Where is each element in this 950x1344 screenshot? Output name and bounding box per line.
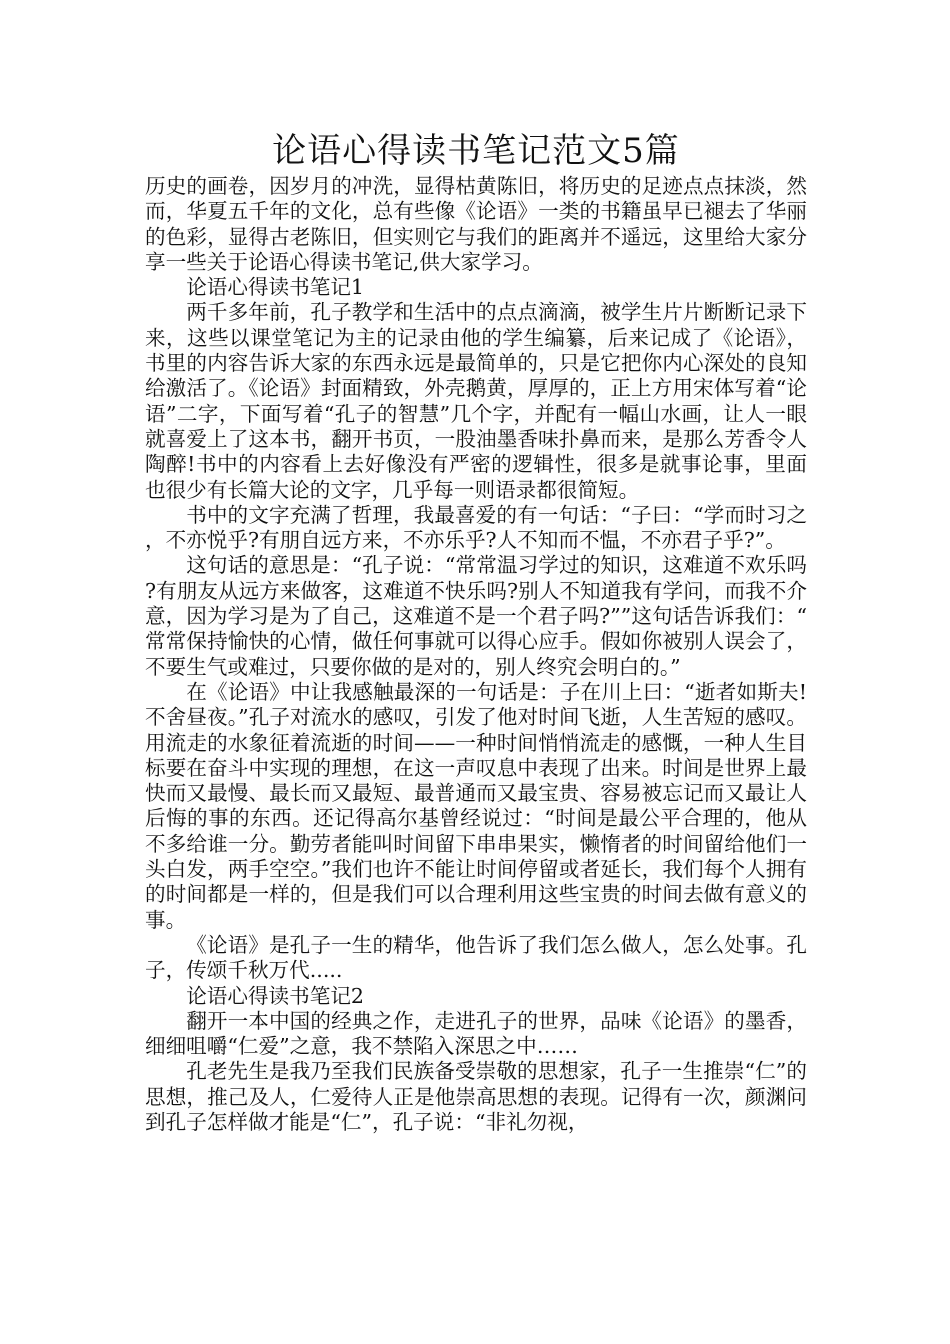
paragraph: 这句话的意思是：“孔子说：“常常温习学过的知识，这难道不欢乐吗?有朋友从远方来做客，这难道不快乐吗?别人不知道我有学问，而我不介意，因为学习是为了自己，这难道不是一个君子吗?””这句话告诉我们：“常常保持愉快的心情，做任何事就可以得心应手。假如你被别人误会了，不要生气或难过，只要你做的是对的，别人终究会明白的。” bbox=[145, 553, 807, 679]
paragraph: 孔老先生是我乃至我们民族备受崇敬的思想家，孔子一生推崇“仁”的思想，推己及人，仁爱待人正是他崇高思想的表现。记得有一次，颜渊问到孔子怎样做才能是“仁”，孔子说：“非礼勿视， bbox=[145, 1059, 807, 1134]
document-body bbox=[145, 174, 807, 1135]
paragraph: 翻开一本中国的经典之作，走进孔子的世界，品味《论语》的墨香，细细咀嚼“仁爱”之意，我不禁陷入深思之中…… bbox=[145, 1008, 807, 1059]
paragraph: 《论语》是孔子一生的精华，他告诉了我们怎么做人，怎么处事。孔子，传颂千秋万代..... bbox=[145, 932, 807, 983]
paragraph: 在《论语》中让我感触最深的一句话是：子在川上曰：“逝者如斯夫!不舍昼夜。”孔子对流水的感叹，引发了他对时间飞逝，人生苦短的感叹。用流走的水象征着流逝的时间——一种时间悄悄流走的感慨，一种人生目标要在奋斗中实现的理想，在这一声叹息中表现了出来。时间是世界上最快而又最慢、最长而又最短、最普通而又最宝贵、容易被忘记而又最让人后悔的事的东西。还记得高尔基曾经说过：“时间是最公平合理的，他从不多给谁一分。勤劳者能叫时间留下串串果实，懒惰者的时间留给他们一头白发，两手空空。”我们也许不能让时间停留或者延长，我们每个人拥有的时间都是一样的，但是我们可以合理利用这些宝贵的时间去做有意义的事。 bbox=[145, 679, 807, 932]
paragraph: 两千多年前，孔子教学和生活中的点点滴滴，被学生片片断断记录下来，这些以课堂笔记为主的记录由他的学生编纂，后来记成了《论语》，书里的内容告诉大家的东西永远是最简单的，只是它把你内心深处的良知给激活了。《论语》封面精致，外壳鹅黄，厚厚的，正上方用宋体写着“论语”二字，下面写着“孔子的智慧”几个字，并配有一幅山水画，让人一眼就喜爱上了这本书，翻开书页，一股油墨香味扑鼻而来，是那么芳香令人陶醉!书中的内容看上去好像没有严密的逻辑性，很多是就事论事，里面也很少有长篇大论的文字，几乎每一则语录都很简短。 bbox=[145, 300, 807, 502]
paragraph-intro: 历史的画卷，因岁月的冲洗，显得枯黄陈旧，将历史的足迹点点抹淡，然而，华夏五千年的文化，总有些像《论语》一类的书籍虽早已褪去了华丽的色彩，显得古老陈旧，但实则它与我们的距离并不遥远，这里给大家分享一些关于论语心得读书笔记,供大家学习。 bbox=[145, 174, 807, 274]
paragraph: 书中的文字充满了哲理，我最喜爱的有一句话：“子曰：“学而时习之，不亦悦乎?有朋自远方来，不亦乐乎?人不知而不愠，不亦君子乎?”。 bbox=[145, 502, 807, 553]
section-heading-note-2: 论语心得读书笔记2 bbox=[186, 983, 365, 1008]
section-heading-note-1: 论语心得读书笔记1 bbox=[186, 275, 365, 300]
document-title: 论语心得读书笔记范文5篇 bbox=[272, 131, 680, 171]
document-page bbox=[145, 128, 807, 1135]
